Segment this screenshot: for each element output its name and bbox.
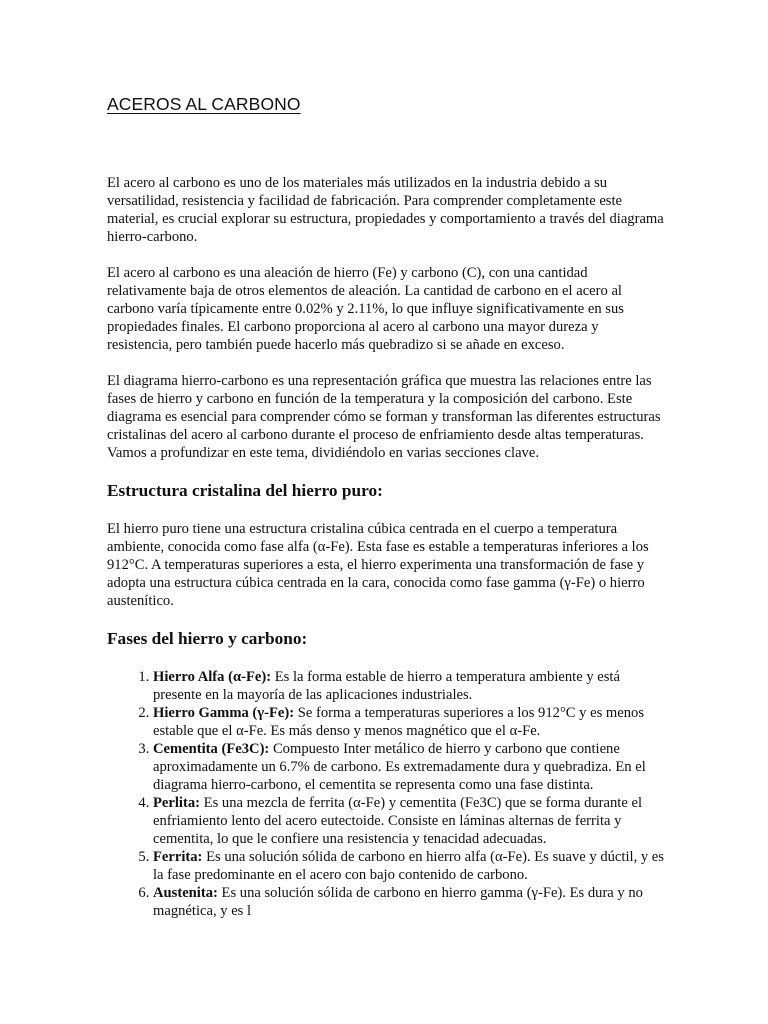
list-item-term: Ferrita: [153,849,203,865]
list-item-term: Perlita: [153,795,200,811]
list-item [153,884,667,920]
phases-list [107,668,667,920]
list-item-term: Hierro Alfa (α-Fe): [153,669,272,685]
definition-paragraph: El acero al carbono es una aleación de hierro (Fe) y carbono (C), con una cantidad relativamente baja de otros elementos de aleación. La cantidad de carbono en el acero al carbono varía típicamente entre 0.02% y 2.11%, lo que influye significativamente en sus propiedades finales. El carbono proporciona al acero al carbono una mayor dureza y resistencia, pero también puede hacerlo más quebradizo si se añade en exceso. [107,265,624,353]
list-item-text: Es una solución sólida de carbono en hierro alfa (α-Fe). Es suave y dúctil, y es la fase predominante en el acero con bajo contenido de carbono. [153,849,664,883]
document-title: ACEROS AL CARBONO [107,94,301,114]
list-item [153,794,667,848]
section-heading-phases: Fases del hierro y carbono: [107,629,308,648]
list-item-text: Compuesto Inter metálico de hierro y carbono que contiene aproximadamente un 6.7% de carbono. Es extremadamente dura y quebradiza. En el diagrama hierro-carbono, el cementita se representa como una fase distinta. [153,741,646,793]
list-item-term: Hierro Gamma (γ-Fe): [153,705,295,721]
list-item [153,704,667,740]
diagram-paragraph: El diagrama hierro-carbono es una representación gráfica que muestra las relaciones entre las fases de hierro y carbono en función de la temperatura y la composición del carbono. Este diagrama es esencial para comprender cómo se forman y transforman las diferentes estructuras cristalinas del acero al carbono durante el proceso de enfriamiento desde altas temperaturas. Vamos a profundizar en este tema, dividiéndolo en varias secciones clave. [107,373,661,461]
structure-paragraph: El hierro puro tiene una estructura cristalina cúbica centrada en el cuerpo a temperatura ambiente, conocida como fase alfa (α-Fe). Esta fase es estable a temperaturas inferiores a los 912°C. A temperaturas superiores a esta, el hierro experimenta una transformación de fase y adopta una estructura cúbica centrada en la cara, conocida como fase gamma (γ-Fe) o hierro austenítico. [107,521,649,609]
list-item-text: Se forma a temperaturas superiores a los 912°C y es menos estable que el α-Fe. Es más denso y menos magnético que el α-Fe. [153,705,645,739]
document-body [107,174,667,920]
list-item [153,668,667,704]
list-item-text: Es una mezcla de ferrita (α-Fe) y cementita (Fe3C) que se forma durante el enfriamiento lento del acero eutectoide. Consiste en láminas alternas de ferrita y cementita, lo que le confiere una resistencia y tenacidad adecuadas. [153,795,643,847]
list-item-text: Es la forma estable de hierro a temperatura ambiente y está presente en la mayoría de las aplicaciones industriales. [153,669,620,703]
list-item-term: Cementita (Fe3C): [153,741,270,757]
list-item-text: Es una solución sólida de carbono en hierro gamma (γ-Fe). Es dura y no magnética, y es l [153,885,643,919]
list-item-term: Austenita: [153,885,218,901]
list-item [153,740,667,794]
section-heading-structure: Estructura cristalina del hierro puro: [107,481,383,500]
list-item [153,848,667,884]
intro-paragraph: El acero al carbono es uno de los materiales más utilizados en la industria debido a su versatilidad, resistencia y facilidad de fabricación. Para comprender completamente este material, es crucial explorar su estructura, propiedades y comportamiento a través del diagrama hierro-carbono. [107,175,664,245]
